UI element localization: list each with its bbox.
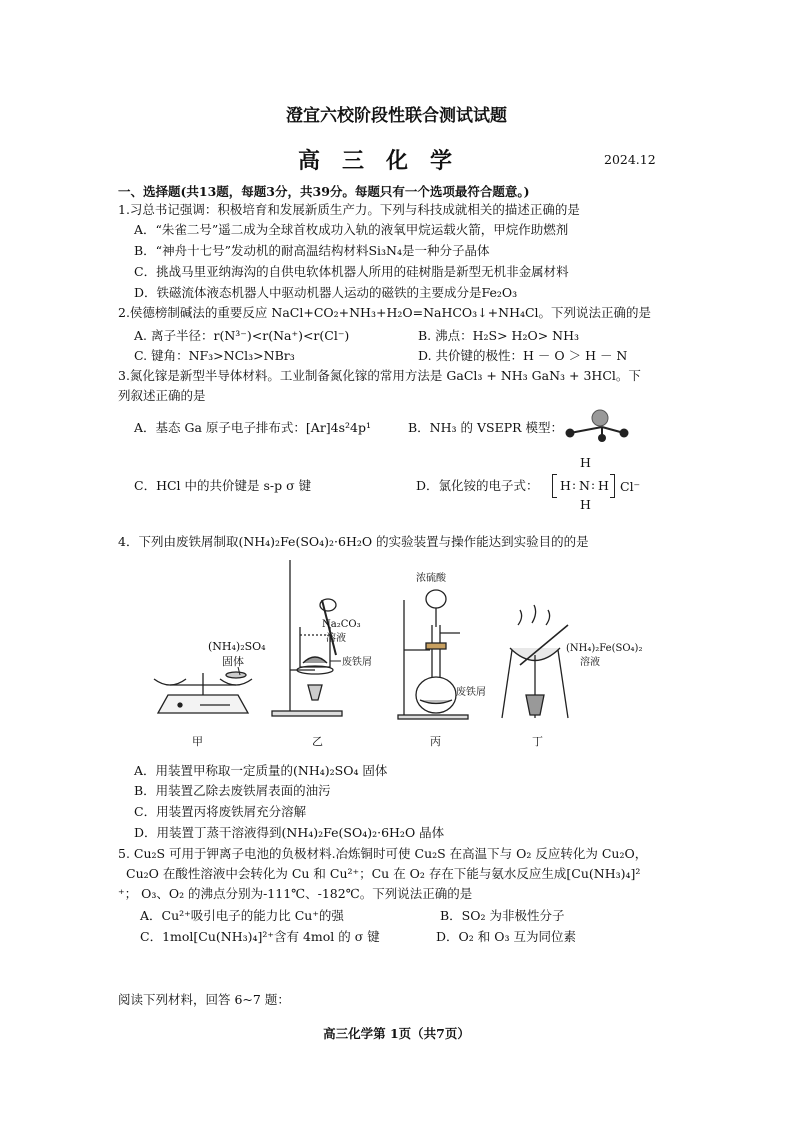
q5-line1: 5. Cu₂S 可用于钾离子电池的负极材料.冶炼铜时可使 Cu₂S 在高温下与 O₂ 反应转化为 Cu₂O， [118, 846, 648, 861]
edot-pair-right: : [591, 478, 596, 492]
q4-stem: 4．下列由废铁屑制取(NH₄)₂Fe(SO₄)₂·6H₂O 的实验装置与操作能达到实验目的的是 [118, 534, 589, 549]
q5-option-b: B．SO₂ 为非极性分子 [440, 908, 565, 923]
q2-option-b: B. 沸点：H₂S> H₂O> NH₃ [418, 328, 580, 343]
label-ding-state: 溶液 [580, 657, 600, 668]
q2-option-c: C. 键角：NF₃>NCl₃>NBr₃ [134, 348, 295, 363]
q3-option-c: C．HCl 中的共价键是 s-p σ 键 [134, 478, 312, 493]
edot-h-top: H [580, 455, 591, 470]
label-jia-reagent: (NH₄)₂SO₄ [208, 640, 266, 653]
label-yi-solid: 废铁屑 [342, 657, 372, 668]
q1-option-b: B．“神舟十七号”发动机的耐高温结构材料Si₃N₄是一种分子晶体 [134, 243, 490, 258]
q5-line2: Cu₂O 在酸性溶液中会转化为 Cu 和 Cu²⁺；Cu 在 O₂ 存在下能与氨水反应生成[Cu(NH₃)₄]² [126, 866, 641, 881]
caption-yi: 乙 [312, 735, 323, 748]
q5-line3: ⁺； O₃、O₂ 的沸点分别为-111℃、-182℃。下列说法正确的是 [118, 886, 473, 901]
q4-option-d: D．用装置丁蒸干溶液得到(NH₄)₂Fe(SO₄)₂·6H₂O 晶体 [134, 825, 445, 840]
exam-date: 2024.12 [604, 152, 656, 167]
edot-h-bottom: H [580, 497, 591, 512]
q1-option-d: D．铁磁流体液态机器人中驱动机器人运动的磁铁的主要成分是Fe₂O₃ [134, 285, 518, 300]
caption-ding: 丁 [532, 735, 543, 748]
label-bing-solid: 废铁屑 [456, 687, 486, 698]
edot-n: N [579, 478, 590, 493]
q2-option-a: A. 离子半径：r(N³⁻)<r(Na⁺)<r(Cl⁻) [134, 328, 350, 343]
q4-option-a: A．用装置甲称取一定质量的(NH₄)₂SO₄ 固体 [134, 763, 388, 778]
q1-stem: 1.习总书记强调：积极培育和发展新质生产力。下列与科技成就相关的描述正确的是 [118, 202, 580, 217]
vsepr-model-diagram [562, 408, 632, 442]
section-heading: 一、选择题(共13题，每题3分，共39分。每题只有一个选项最符合题意。) [118, 184, 530, 199]
exam-title: 澄宜六校阶段性联合测试试题 [286, 106, 507, 126]
caption-jia: 甲 [192, 735, 203, 748]
subject-title: 高三化学 [298, 148, 475, 174]
q3-option-d: D．氯化铵的电子式： [416, 478, 539, 493]
q3-stem-line1: 3.氮化镓是新型半导体材料。工业制备氮化镓的常用方法是 GaCl₃ + NH₃ GaN₃ + 3HCl。下 [118, 368, 641, 383]
edot-cl: Cl⁻ [620, 479, 641, 494]
apparatus-ding-evaporator [502, 605, 568, 718]
caption-bing: 丙 [430, 735, 441, 748]
reading-instruction: 阅读下列材料，回答 6~7 题： [118, 992, 290, 1007]
edot-h-left: H [560, 478, 571, 493]
q5-option-a: A．Cu²⁺吸引电子的能力比 Cu⁺的强 [140, 908, 344, 923]
q3-option-a: A．基态 Ga 原子电子排布式：[Ar]4s²4p¹ [134, 420, 372, 435]
q5-option-c: C．1mol[Cu(NH₃)₄]²⁺含有 4mol 的 σ 键 [140, 929, 380, 944]
left-bracket [552, 474, 557, 498]
label-yi-reagent: Na₂CO₃ [322, 619, 361, 630]
apparatus-jia-balance [154, 672, 252, 713]
label-yi-state: 溶液 [326, 633, 346, 644]
right-bracket [610, 474, 615, 498]
label-bing-acid: 浓硫酸 [416, 573, 446, 584]
q3-option-b: B．NH₃ 的 VSEPR 模型： [408, 420, 563, 435]
page-footer: 高三化学第 1页（共7页） [323, 1026, 470, 1041]
q5-option-d: D．O₂ 和 O₃ 互为同位素 [436, 929, 576, 944]
ammonium-chloride-electron-formula [552, 455, 662, 513]
q2-stem: 2.侯德榜制碱法的重要反应 NaCl+CO₂+NH₃+H₂O=NaHCO₃↓+NH₄Cl。下列说法正确的是 [118, 305, 652, 320]
label-ding-solution: (NH₄)₂Fe(SO₄)₂ [566, 643, 643, 654]
q1-option-a: A．“朱雀二号”遥二成为全球首枚成功入轨的液氧甲烷运载火箭，甲烷作助燃剂 [134, 222, 569, 237]
apparatus-bing-flask [398, 590, 468, 719]
q4-apparatus-figure [140, 555, 643, 750]
q4-option-b: B．用装置乙除去废铁屑表面的油污 [134, 783, 331, 798]
edot-pair-left: : [572, 478, 577, 492]
q3-stem-line2: 列叙述正确的是 [118, 388, 206, 403]
q4-option-c: C．用装置丙将废铁屑充分溶解 [134, 804, 307, 819]
q2-option-d: D. 共价键的极性：H － O ＞ H － N [418, 348, 628, 363]
edot-h-right: H [598, 478, 609, 493]
label-jia-state: 固体 [222, 655, 244, 668]
q1-option-c: C．挑战马里亚纳海沟的自供电软体机器人所用的硅树脂是新型无机非金属材料 [134, 264, 569, 279]
